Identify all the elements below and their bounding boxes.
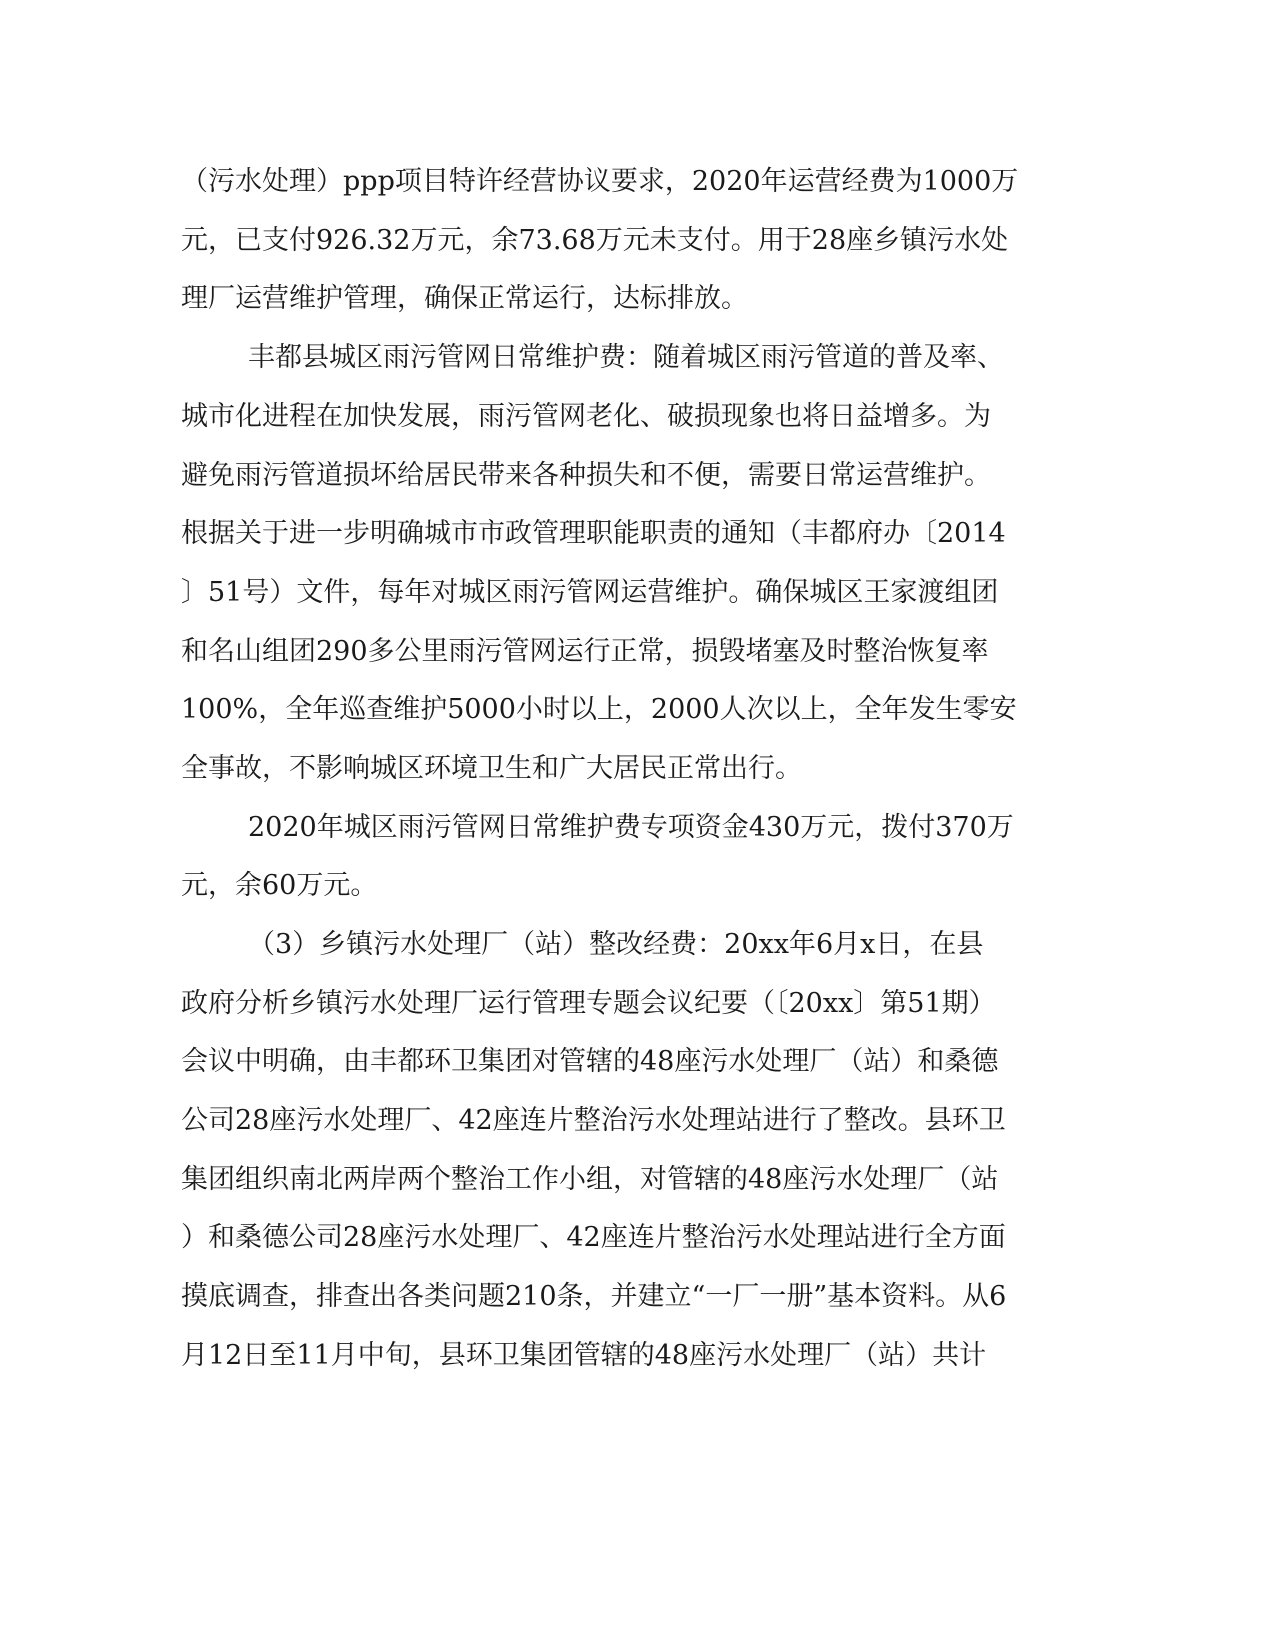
paragraph-first-line: 2020年城区雨污管网日常维护费专项资金430万元，拨付370万: [248, 812, 1014, 843]
text-line: 元，已支付926.32万元，余73.68万元未支付。用于28座乡镇污水处: [181, 225, 1009, 256]
text-line: 城市化进程在加快发展，雨污管网老化、破损现象也将日益增多。为: [181, 401, 991, 432]
text-line: 〕51号）文件，每年对城区雨污管网运营维护。确保城区王家渡组团: [181, 577, 999, 608]
text-line: 月12日至11月中旬，县环卫集团管辖的48座污水处理厂（站）共计: [181, 1340, 987, 1371]
text-line: 元，余60万元。: [181, 870, 378, 901]
text-line: 100%，全年巡查维护5000小时以上，2000人次以上，全年发生零安: [181, 694, 1017, 725]
text-line: 和名山组团290多公里雨污管网运行正常，损毁堵塞及时整治恢复率: [181, 636, 989, 667]
text-line: 避免雨污管道损坏给居民带来各种损失和不便，需要日常运营维护。: [181, 460, 991, 491]
paragraph-first-line: 丰都县城区雨污管网日常维护费：随着城区雨污管道的普及率、: [248, 342, 1004, 373]
text-line: 摸底调查，排查出各类问题210条，并建立“一厂一册”基本资料。从6: [181, 1281, 1007, 1312]
text-line: 公司28座污水处理厂、42座连片整治污水处理站进行了整改。县环卫: [181, 1105, 1006, 1136]
text-line: 理厂运营维护管理，确保正常运行，达标排放。: [181, 283, 748, 314]
text-line: 集团组织南北两岸两个整治工作小组，对管辖的48座污水处理厂（站: [181, 1164, 999, 1195]
text-line: 政府分析乡镇污水处理厂运行管理专题会议纪要（〔20xx〕第51期）: [181, 988, 996, 1019]
text-line: 根据关于进一步明确城市市政管理职能职责的通知（丰都府办〔2014: [181, 518, 1006, 549]
text-line: 会议中明确，由丰都环卫集团对管辖的48座污水处理厂（站）和桑德: [181, 1046, 999, 1077]
paragraph-first-line: （3）乡镇污水处理厂（站）整改经费：20xx年6月x日，在县: [248, 929, 984, 960]
text-line: 全事故，不影响城区环境卫生和广大居民正常出行。: [181, 753, 802, 784]
text-line: ）和桑德公司28座污水处理厂、42座连片整治污水处理站进行全方面: [181, 1222, 1006, 1253]
text-line: （污水处理）ppp项目特许经营协议要求，2020年运营经费为1000万: [181, 166, 1019, 197]
